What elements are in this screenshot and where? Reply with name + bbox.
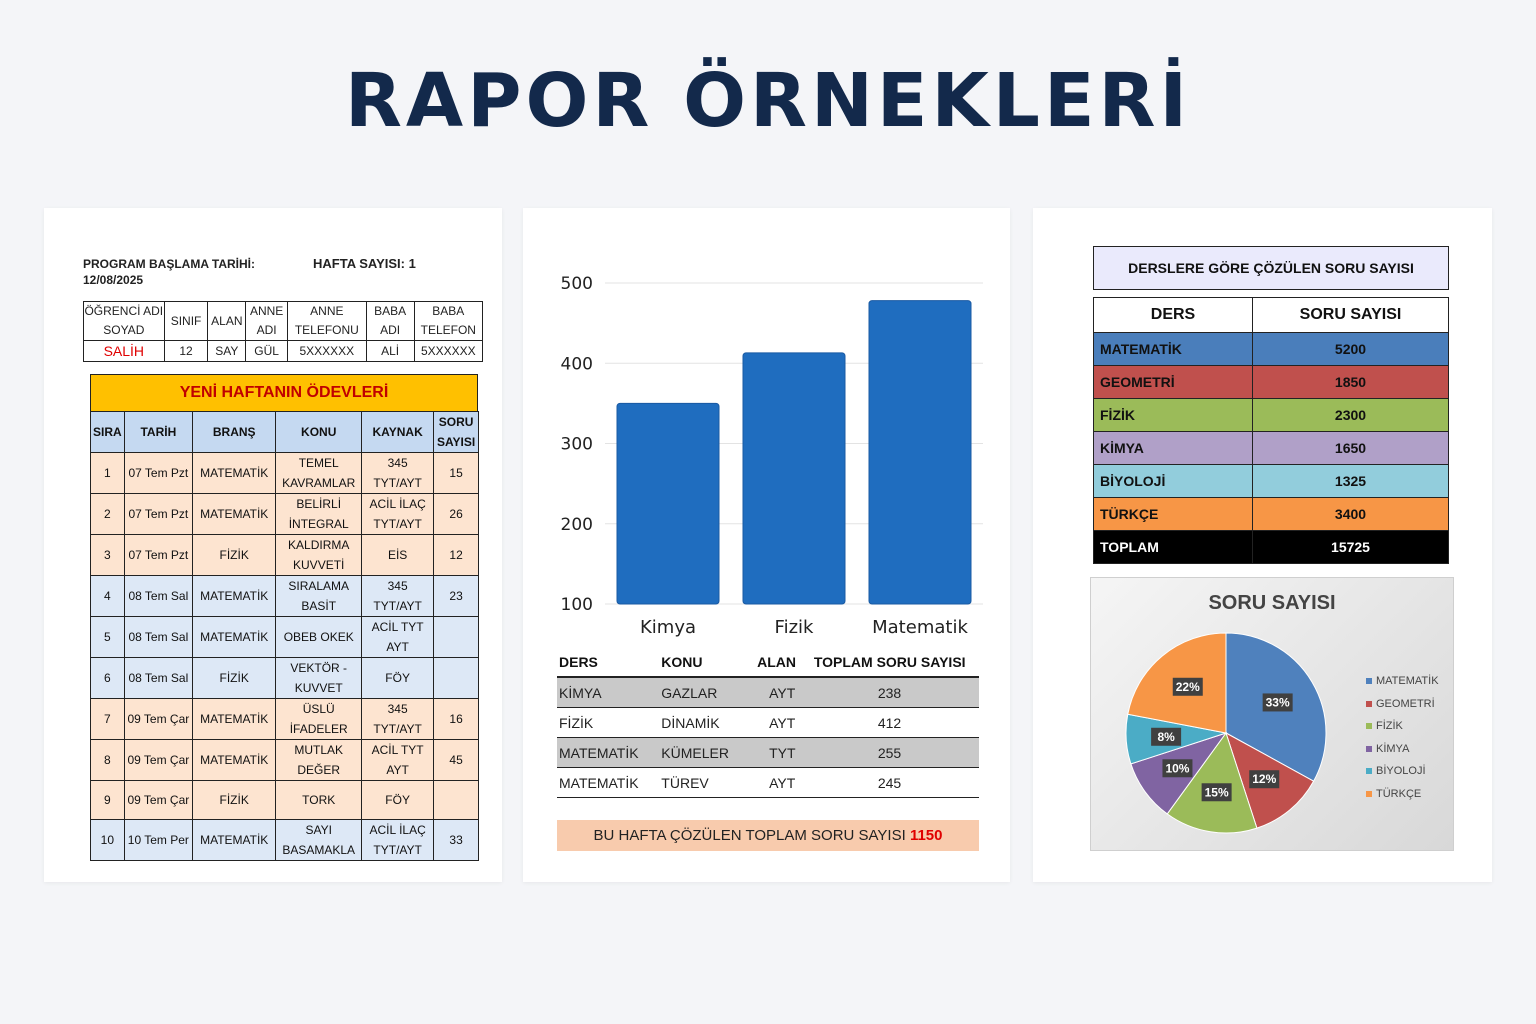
homework-cell: 09 Tem Çar [124, 699, 192, 740]
homework-cell: 26 [434, 494, 479, 535]
svg-text:8%: 8% [1157, 729, 1175, 744]
student-report-panel [44, 208, 502, 882]
x-category-label: Kimya [639, 617, 697, 638]
pie-data-label [1263, 693, 1293, 711]
topic-cell: MATEMATİK [557, 738, 659, 768]
legend-label: BİYOLOJİ [1376, 765, 1426, 778]
student-info-value: GÜL [246, 341, 288, 362]
legend-swatch [1366, 678, 1372, 684]
homework-header: SIRA [91, 412, 125, 453]
homework-cell: 4 [91, 576, 125, 617]
legend-swatch [1366, 746, 1372, 752]
homework-cell: MUTLAK DEĞER [276, 740, 362, 781]
y-tick-label: 500 [560, 274, 593, 294]
subject-summary-title: DERSLERE GÖRE ÇÖZÜLEN SORU SAYISI [1093, 246, 1449, 290]
subject-name: TÜRKÇE [1094, 498, 1253, 531]
topic-cell: TÜREV [659, 768, 755, 798]
homework-cell: ACİL İLAÇ TYT/AYT [362, 820, 434, 861]
y-tick-label: 200 [560, 514, 593, 535]
weekly-total: BU HAFTA ÇÖZÜLEN TOPLAM SORU SAYISI 1150 [557, 820, 979, 851]
homework-cell: 08 Tem Sal [124, 658, 192, 699]
subject-row [1094, 465, 1449, 498]
homework-cell: MATEMATİK [193, 576, 276, 617]
homework-cell: TEMEL KAVRAMLAR [276, 453, 362, 494]
subject-count: 5200 [1253, 333, 1449, 366]
topic-row [557, 738, 979, 768]
y-tick-label: 100 [560, 595, 593, 615]
subject-row [1094, 432, 1449, 465]
student-info-value: SAY [208, 341, 246, 362]
pie-data-label [1249, 770, 1279, 788]
homework-cell: 33 [434, 820, 479, 861]
col-ders: DERS [1094, 298, 1253, 333]
legend-swatch [1366, 791, 1372, 797]
homework-cell: 6 [91, 658, 125, 699]
homework-cell: EİS [362, 535, 434, 576]
homework-cell: FİZİK [193, 535, 276, 576]
homework-cell: 345 TYT/AYT [362, 699, 434, 740]
homework-cell: 7 [91, 699, 125, 740]
start-date-label: PROGRAM BAŞLAMA TARİHİ: 12/08/2025 [83, 257, 255, 287]
topic-header: ALAN [755, 648, 812, 677]
student-info-header: ÖĞRENCİ ADI SOYAD [84, 302, 165, 341]
homework-header: KAYNAK [362, 412, 434, 453]
homework-row [91, 453, 479, 494]
subject-count: 1650 [1253, 432, 1449, 465]
topic-header: DERS [557, 648, 659, 677]
svg-text:22%: 22% [1175, 679, 1200, 694]
homework-cell: FİZİK [193, 658, 276, 699]
homework-cell: SAYI BASAMAKLA [276, 820, 362, 861]
homework-cell: MATEMATİK [193, 617, 276, 658]
topic-table [557, 648, 979, 798]
homework-cell: 16 [434, 699, 479, 740]
svg-text:12%: 12% [1252, 772, 1277, 787]
subject-count: 1325 [1253, 465, 1449, 498]
homework-cell: 345 TYT/AYT [362, 453, 434, 494]
homework-cell: 345 TYT/AYT [362, 576, 434, 617]
y-tick-label: 300 [560, 434, 593, 455]
homework-row [91, 617, 479, 658]
y-tick-label: 400 [560, 354, 593, 375]
legend-label: KİMYA [1376, 742, 1410, 755]
topic-header: TOPLAM SORU SAYISI [812, 648, 979, 677]
homework-cell: MATEMATİK [193, 699, 276, 740]
homework-cell: VEKTÖR - KUVVET [276, 658, 362, 699]
subject-row [1094, 498, 1449, 531]
bar-matematik [869, 301, 971, 604]
homework-header: TARİH [124, 412, 192, 453]
homework-cell: ACİL İLAÇ TYT/AYT [362, 494, 434, 535]
legend-swatch [1366, 723, 1372, 729]
homework-cell: 07 Tem Pzt [124, 494, 192, 535]
homework-cell: 07 Tem Pzt [124, 453, 192, 494]
weekly-chart-panel [523, 208, 1010, 882]
homework-cell [434, 781, 479, 820]
homework-header: SORU SAYISI [434, 412, 479, 453]
subject-count: 1850 [1253, 366, 1449, 399]
topic-cell: AYT [755, 708, 812, 738]
homework-cell: 23 [434, 576, 479, 617]
student-info-header: BABA ADI [366, 302, 414, 341]
student-info-header: ANNE TELEFONU [288, 302, 367, 341]
homework-row [91, 658, 479, 699]
topic-cell: FİZİK [557, 708, 659, 738]
homework-cell: TORK [276, 781, 362, 820]
homework-cell: 1 [91, 453, 125, 494]
homework-cell: 2 [91, 494, 125, 535]
homework-cell: ACİL TYT AYT [362, 617, 434, 658]
homework-cell: OBEB OKEK [276, 617, 362, 658]
homework-cell: 09 Tem Çar [124, 781, 192, 820]
homework-cell: FİZİK [193, 781, 276, 820]
legend-item [1366, 715, 1439, 738]
student-info-value: 12 [164, 341, 208, 362]
homework-row [91, 781, 479, 820]
legend-item [1366, 693, 1439, 716]
subject-total-row [1094, 531, 1449, 564]
student-info-table [83, 301, 483, 362]
homework-cell: FÖY [362, 781, 434, 820]
homework-cell: MATEMATİK [193, 494, 276, 535]
topic-cell: DİNAMİK [659, 708, 755, 738]
svg-text:15%: 15% [1204, 785, 1229, 800]
legend-swatch [1366, 768, 1372, 774]
homework-table [90, 411, 479, 861]
pie-data-label [1202, 783, 1232, 801]
total-value: 15725 [1253, 531, 1449, 564]
topic-cell: GAZLAR [659, 677, 755, 708]
pie-data-label [1162, 759, 1192, 777]
homework-cell: 07 Tem Pzt [124, 535, 192, 576]
homework-cell: MATEMATİK [193, 453, 276, 494]
svg-text:33%: 33% [1265, 695, 1290, 710]
pie-chart-box [1090, 577, 1454, 851]
homework-cell: 10 [91, 820, 125, 861]
topic-header: KONU [659, 648, 755, 677]
homework-cell: 12 [434, 535, 479, 576]
homework-row [91, 820, 479, 861]
subject-name: GEOMETRİ [1094, 366, 1253, 399]
student-info-header: SINIF [164, 302, 208, 341]
topic-row [557, 677, 979, 708]
subject-row [1094, 333, 1449, 366]
subject-summary-table [1093, 297, 1449, 564]
pie-title: SORU SAYISI [1208, 592, 1336, 614]
subject-name: FİZİK [1094, 399, 1253, 432]
homework-row [91, 699, 479, 740]
legend-label: TÜRKÇE [1376, 787, 1422, 800]
col-soru: SORU SAYISI [1253, 298, 1449, 333]
student-info-header: ALAN [208, 302, 246, 341]
topic-row [557, 768, 979, 798]
homework-row [91, 576, 479, 617]
subject-count: 3400 [1253, 498, 1449, 531]
topic-cell: 245 [812, 768, 979, 798]
pie-legend [1366, 670, 1439, 805]
homework-title: YENİ HAFTANIN ÖDEVLERİ [90, 374, 478, 413]
topic-cell: 255 [812, 738, 979, 768]
topic-cell: MATEMATİK [557, 768, 659, 798]
total-label: TOPLAM [1094, 531, 1253, 564]
student-info-header: BABA TELEFON [414, 302, 482, 341]
homework-cell: FÖY [362, 658, 434, 699]
homework-cell: KALDIRMA KUVVETİ [276, 535, 362, 576]
topic-row [557, 708, 979, 738]
homework-cell: MATEMATİK [193, 820, 276, 861]
subject-name: KİMYA [1094, 432, 1253, 465]
topic-cell: 412 [812, 708, 979, 738]
student-info-value: ALİ [366, 341, 414, 362]
legend-swatch [1366, 701, 1372, 707]
student-info-value: 5XXXXXX [288, 341, 367, 362]
homework-header: KONU [276, 412, 362, 453]
pie-data-label [1173, 678, 1203, 696]
subject-name: MATEMATİK [1094, 333, 1253, 366]
legend-item [1366, 760, 1439, 783]
student-name: SALİH [84, 341, 165, 362]
homework-row [91, 535, 479, 576]
homework-cell: 08 Tem Sal [124, 617, 192, 658]
homework-cell: 15 [434, 453, 479, 494]
topic-cell: TYT [755, 738, 812, 768]
homework-cell: 9 [91, 781, 125, 820]
homework-row [91, 740, 479, 781]
homework-cell: MATEMATİK [193, 740, 276, 781]
homework-cell [434, 617, 479, 658]
subject-summary-panel [1033, 208, 1492, 882]
legend-item [1366, 783, 1439, 806]
svg-text:10%: 10% [1165, 761, 1190, 776]
student-info-value: 5XXXXXX [414, 341, 482, 362]
homework-cell: 08 Tem Sal [124, 576, 192, 617]
homework-cell [434, 658, 479, 699]
legend-label: FİZİK [1376, 720, 1403, 733]
pie-data-label [1151, 728, 1181, 746]
subject-count: 2300 [1253, 399, 1449, 432]
homework-cell: ACİL TYT AYT [362, 740, 434, 781]
subject-row [1094, 366, 1449, 399]
homework-cell: 8 [91, 740, 125, 781]
bar-chart [543, 268, 993, 648]
homework-cell: SIRALAMA BASİT [276, 576, 362, 617]
homework-cell: 5 [91, 617, 125, 658]
legend-label: MATEMATİK [1376, 675, 1439, 688]
bar-kimya [617, 403, 719, 604]
topic-cell: AYT [755, 768, 812, 798]
homework-cell: 10 Tem Per [124, 820, 192, 861]
subject-row [1094, 399, 1449, 432]
page-title: RAPOR ÖRNEKLERİ [344, 58, 1192, 144]
topic-cell: 238 [812, 677, 979, 708]
legend-item [1366, 738, 1439, 761]
student-info-header: ANNE ADI [246, 302, 288, 341]
homework-header: BRANŞ [193, 412, 276, 453]
subject-name: BİYOLOJİ [1094, 465, 1253, 498]
legend-item [1366, 670, 1439, 693]
x-category-label: Fizik [774, 617, 814, 638]
week-count: HAFTA SAYISI: 1 [313, 256, 416, 271]
x-category-label: Matematik [872, 617, 968, 638]
homework-cell: 09 Tem Çar [124, 740, 192, 781]
homework-row [91, 494, 479, 535]
topic-cell: AYT [755, 677, 812, 708]
homework-cell: 3 [91, 535, 125, 576]
homework-cell: BELİRLİ İNTEGRAL [276, 494, 362, 535]
legend-label: GEOMETRİ [1376, 697, 1435, 710]
bar-fizik [743, 353, 845, 604]
homework-cell: ÜSLÜ İFADELER [276, 699, 362, 740]
topic-cell: KİMYA [557, 677, 659, 708]
topic-cell: KÜMELER [659, 738, 755, 768]
homework-cell: 45 [434, 740, 479, 781]
